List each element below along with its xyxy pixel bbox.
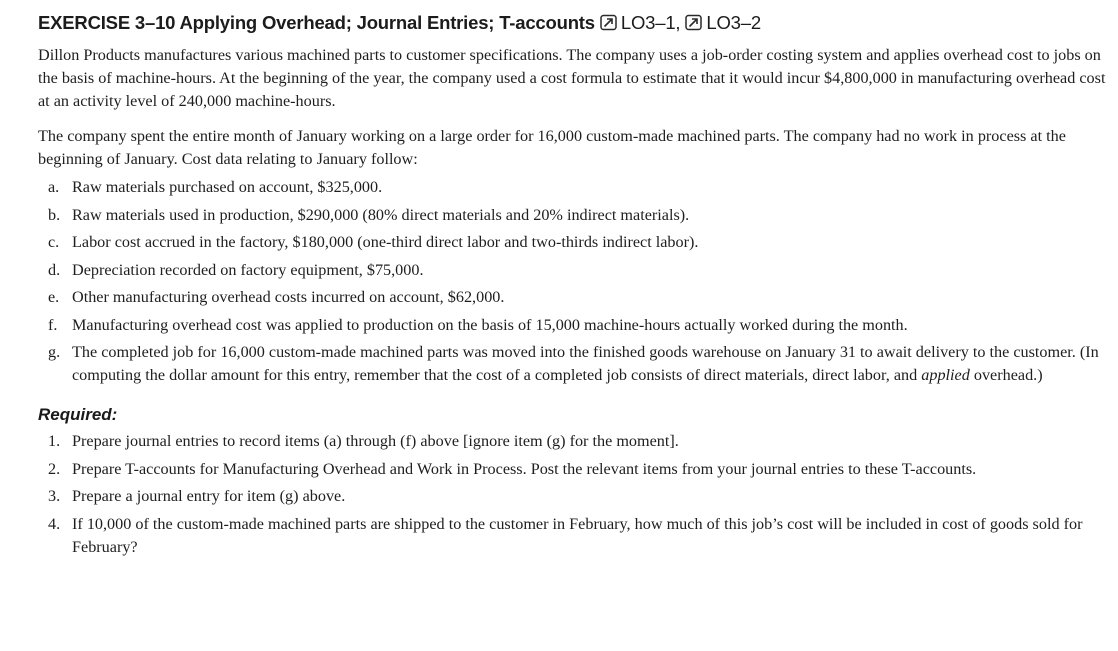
item-text: Depreciation recorded on factory equipment, $75,000. xyxy=(72,260,424,279)
exercise-header xyxy=(38,8,1110,38)
item-text: Manufacturing overhead cost was applied to production on the basis of 15,000 machine-hours actually worked during the month. xyxy=(72,315,908,334)
list-item xyxy=(38,314,1110,337)
item-text: If 10,000 of the custom-made machined parts are shipped to the customer in February, how much of this job’s cost will be included in cost of goods sold for February? xyxy=(72,514,1083,556)
context-paragraph: The company spent the entire month of January working on a large order for 16,000 custom-made machined parts. The company had no work in process at the beginning of January. Cost data relating to January follow: xyxy=(38,127,1066,168)
item-label: e. xyxy=(48,288,60,306)
item-label: 2. xyxy=(48,459,61,478)
list-item xyxy=(38,176,1110,199)
list-item xyxy=(38,286,1110,309)
item-text-emphasis: applied xyxy=(921,366,970,384)
item-text: Other manufacturing overhead costs incurred on account, $62,000. xyxy=(72,288,505,306)
item-text xyxy=(72,341,1110,387)
item-label: a. xyxy=(48,178,60,196)
list-item xyxy=(38,341,1110,387)
exercise-title: EXERCISE 3–10 Applying Overhead; Journal Entries; T-accounts xyxy=(38,12,595,33)
item-text: Labor cost accrued in the factory, $180,000 (one-third direct labor and two-thirds indirect labor). xyxy=(72,233,699,251)
item-text-part: The completed job for 16,000 custom-made machined parts was moved into the finished goods warehouse on January 31 to await delivery to the customer. (In computing the dollar amount for this entry, remember that the cost of a completed job consists of direct materials, direct labor, and xyxy=(72,343,1099,384)
item-label: f. xyxy=(48,315,58,334)
item-label: 3. xyxy=(48,487,61,505)
item-text: Prepare journal entries to record items (a) through (f) above [ignore item (g) for the moment]. xyxy=(72,432,679,450)
intro-paragraph: Dillon Products manufactures various machined parts to customer specifications. The company uses a job-order costing system and applies overhead cost to jobs on the basis of machine-hours. At the beginning of the year, the company used a cost formula to estimate that it would incur $4,800,000 in manufacturing overhead cost at an activity level of 240,000 machine-hours. xyxy=(38,46,1106,110)
exercise-page xyxy=(38,8,1110,563)
required-list xyxy=(38,430,1110,559)
lo-link-label[interactable]: LO3–2 xyxy=(706,12,761,33)
list-item xyxy=(38,430,1110,453)
item-label: d. xyxy=(48,260,61,279)
list-item xyxy=(38,231,1110,254)
list-item xyxy=(38,204,1110,227)
lo-link-2[interactable] xyxy=(680,12,761,34)
lo-link-label[interactable]: LO3–1, xyxy=(620,12,681,33)
item-label: c. xyxy=(48,233,60,251)
item-label: 4. xyxy=(48,514,61,533)
item-label: b. xyxy=(48,205,61,224)
required-heading: Required: xyxy=(38,405,118,424)
list-item xyxy=(38,485,1110,508)
list-item xyxy=(38,513,1110,559)
external-link-icon xyxy=(600,14,617,31)
cost-data-list xyxy=(38,176,1110,387)
item-text: Prepare T-accounts for Manufacturing Overhead and Work in Process. Post the relevant items from your journal entries to these T-accounts. xyxy=(72,459,977,478)
item-text-part: overhead.) xyxy=(969,366,1043,384)
item-text: Raw materials used in production, $290,000 (80% direct materials and 20% indirect materials). xyxy=(72,205,690,224)
lo-link-1[interactable] xyxy=(595,12,681,34)
list-item xyxy=(38,259,1110,282)
item-label: 1. xyxy=(48,432,61,450)
item-label: g. xyxy=(48,343,61,361)
item-text: Raw materials purchased on account, $325,000. xyxy=(72,178,383,196)
list-item xyxy=(38,458,1110,481)
item-text: Prepare a journal entry for item (g) above. xyxy=(72,487,346,505)
external-link-icon xyxy=(685,14,702,31)
